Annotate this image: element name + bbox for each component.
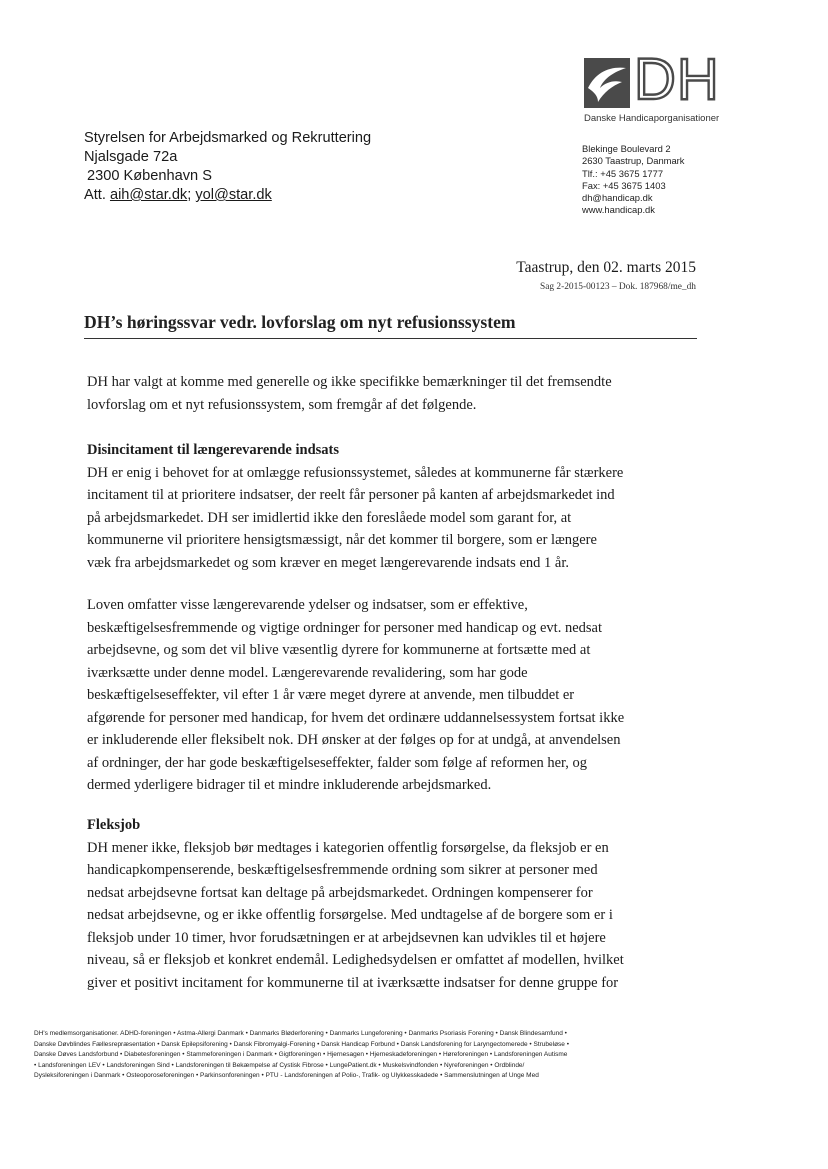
dh-logo xyxy=(584,47,730,112)
contact-line: Blekinge Boulevard 2 xyxy=(582,143,671,154)
footer-line: DH's medlemsorganisationer. ADHD-foreningen • Astma-Allergi Danmark • Danmarks Bløderforening • Danmarks Lungeforening • Danmarks Psoriasis Forening • Dansk Blindesamfund • xyxy=(34,1030,567,1037)
bird-logo-icon xyxy=(584,58,630,108)
text-line: fleksjob under 10 timer, hvor forudsætningen er at arbejdsevnen kan udvikles til et højere xyxy=(87,929,606,946)
footer-line: • Landsforeningen LEV • Landsforeningen Sind • Landsforeningen til Bekæmpelse af Cystisk Fibrose • LungePatient.dk • Muskelsvindfonden • Nyreforeningen • Ordblinde/ xyxy=(34,1061,525,1069)
text-line: Loven omfatter visse længerevarende ydelser og indsatser, som er effektive, xyxy=(87,597,528,613)
section-heading: Fleksjob xyxy=(87,817,141,833)
text-line: kommunerne vil prioritere hensigtsmæssigt, når det kommer til borgere, som er længere xyxy=(87,532,597,548)
contact-website: www.handicap.dk xyxy=(582,204,655,216)
email-link[interactable]: aih@star.dk xyxy=(109,187,188,203)
section-heading: Disincitament til længerevarende indsats xyxy=(87,442,340,458)
title-divider xyxy=(84,338,697,339)
email-link[interactable]: yol@star.dk xyxy=(195,187,272,203)
letter-title: DH’s høringssvar vedr. lovforslag om nyt refusionssystem xyxy=(84,312,516,332)
footer-line: Dysleksiforeningen i Danmark • Osteoporoseforeningen • Parkinsonforeningen • PTU - Landsforeningen af Polio-, Trafik- og Ulykkesskadede • Sammenslutningen af Unge Med xyxy=(34,1072,539,1080)
recipient-attention xyxy=(84,186,371,205)
footer-line: Danske Døvblindes Fællesrepræsentation • Dansk Epilepsiforening • Dansk Fibromyalgi-Forening • Dansk Handicap Forbund • Dansk Landsforening for Laryngectomerede • Strubeløse • xyxy=(34,1040,569,1048)
contact-line: Tlf.: +45 3675 1777 xyxy=(582,167,664,179)
text-line: dermed yderligere bidrager til et mindre inkluderende arbejdsmarked. xyxy=(87,777,492,793)
text-line: nedsat arbejdsevne, og er ikke offentlig forsørgelse. Med undtagelse af de borgere som er i xyxy=(87,907,613,923)
email-separator: ; xyxy=(187,187,196,203)
text-line: iværksætte under denne model. Længerevarende revalidering, som har gode xyxy=(87,664,528,681)
section-disincitament-continued xyxy=(87,594,687,797)
text-line: beskæftigelsesfremmende og vigtige ordninger for personer med handicap og evt. nedsat xyxy=(87,619,602,636)
letter-date: Taastrup, den 02. marts 2015 xyxy=(516,259,696,276)
recipient-line: Njalsgade 72a xyxy=(84,149,178,165)
member-organizations-footer xyxy=(34,1029,734,1082)
att-prefix: Att. xyxy=(84,187,110,203)
sender-contact xyxy=(582,143,685,217)
text-line: arbejdsevne, og som det vil blive væsentlig dyrere for kommunerne at fortsætte med at xyxy=(87,642,591,658)
text-line: incitament til at prioritere indsatser, der reelt får personer på kanten af arbejdsmarkedet ind xyxy=(87,487,615,503)
intro-paragraph xyxy=(87,371,687,416)
text-line: på arbejdsmarkedet. DH ser imidlertid ikke den foreslåede model som garant for, at xyxy=(87,509,572,526)
text-line: af ordninger, der har gode beskæftigelseseffekter, falder som følge af reformen her, og xyxy=(87,754,588,771)
recipient-line: Styrelsen for Arbejdsmarked og Rekruttering xyxy=(84,130,372,146)
text-line: væk fra arbejdsmarkedet og som kræver en meget længerevarende indsats end 1 år. xyxy=(87,554,569,571)
text-line: handicapkompenserende, beskæftigelsesfremmende ordning som sikrer at personer med xyxy=(87,862,598,878)
recipient-line: 2300 København S xyxy=(87,168,212,184)
text-line: lovforslag om et nyt refusionssystem, som fremgår af det følgende. xyxy=(87,396,477,413)
text-line: beskæftigelseseffekter, vil efter 1 år være meget dyrere at anvende, men tilbuddet er xyxy=(87,687,575,703)
text-line: afgørende for personer med handicap, for hvem det ordinære uddannelsessystem fortsat ikke xyxy=(87,709,625,726)
logo-letters: DH xyxy=(634,47,720,112)
text-line: DH har valgt at komme med generelle og ikke specifikke bemærkninger til det fremsendte xyxy=(87,374,612,390)
reference-number: Sag 2-2015-00123 – Dok. 187968/me_dh xyxy=(540,282,696,292)
contact-line: Fax: +45 3675 1403 xyxy=(582,179,666,191)
text-line: niveau, så er fleksjob et konkret endemål. Ledighedsydelsen er omfattet af modellen, hvilket xyxy=(87,952,624,968)
organization-name: Danske Handicaporganisationer xyxy=(584,113,720,124)
text-line: DH mener ikke, fleksjob bør medtages i kategorien offentlig forsørgelse, da fleksjob er en xyxy=(87,839,609,856)
contact-email: dh@handicap.dk xyxy=(582,192,653,204)
text-line: DH er enig i behovet for at omlægge refusionssystemet, således at kommunerne får stærkere xyxy=(87,464,624,481)
text-line: nedsat arbejdsevne fortsat kan deltage på arbejdsmarkedet. Ordningen kompenserer for xyxy=(87,884,593,901)
text-line: er inkluderende eller fleksibelt nok. DH ønsker at der følges op for at undgå, at anvendelsen xyxy=(87,732,621,748)
contact-line: 2630 Taastrup, Danmark xyxy=(582,155,685,167)
recipient-address xyxy=(84,129,371,205)
text-line: giver et positivt incitament for kommunerne til at iværksætte indsatser for denne gruppe for xyxy=(87,974,619,991)
footer-line: Danske Døves Landsforbund • Diabetesforeningen • Stammeforeningen i Danmark • Gigtforeningen • Hjernesagen • Hjerneskadeforeningen • Høreforeningen • Landsforeningen Autisme xyxy=(34,1051,568,1059)
section-fleksjob xyxy=(87,814,687,994)
section-disincitament xyxy=(87,439,687,574)
